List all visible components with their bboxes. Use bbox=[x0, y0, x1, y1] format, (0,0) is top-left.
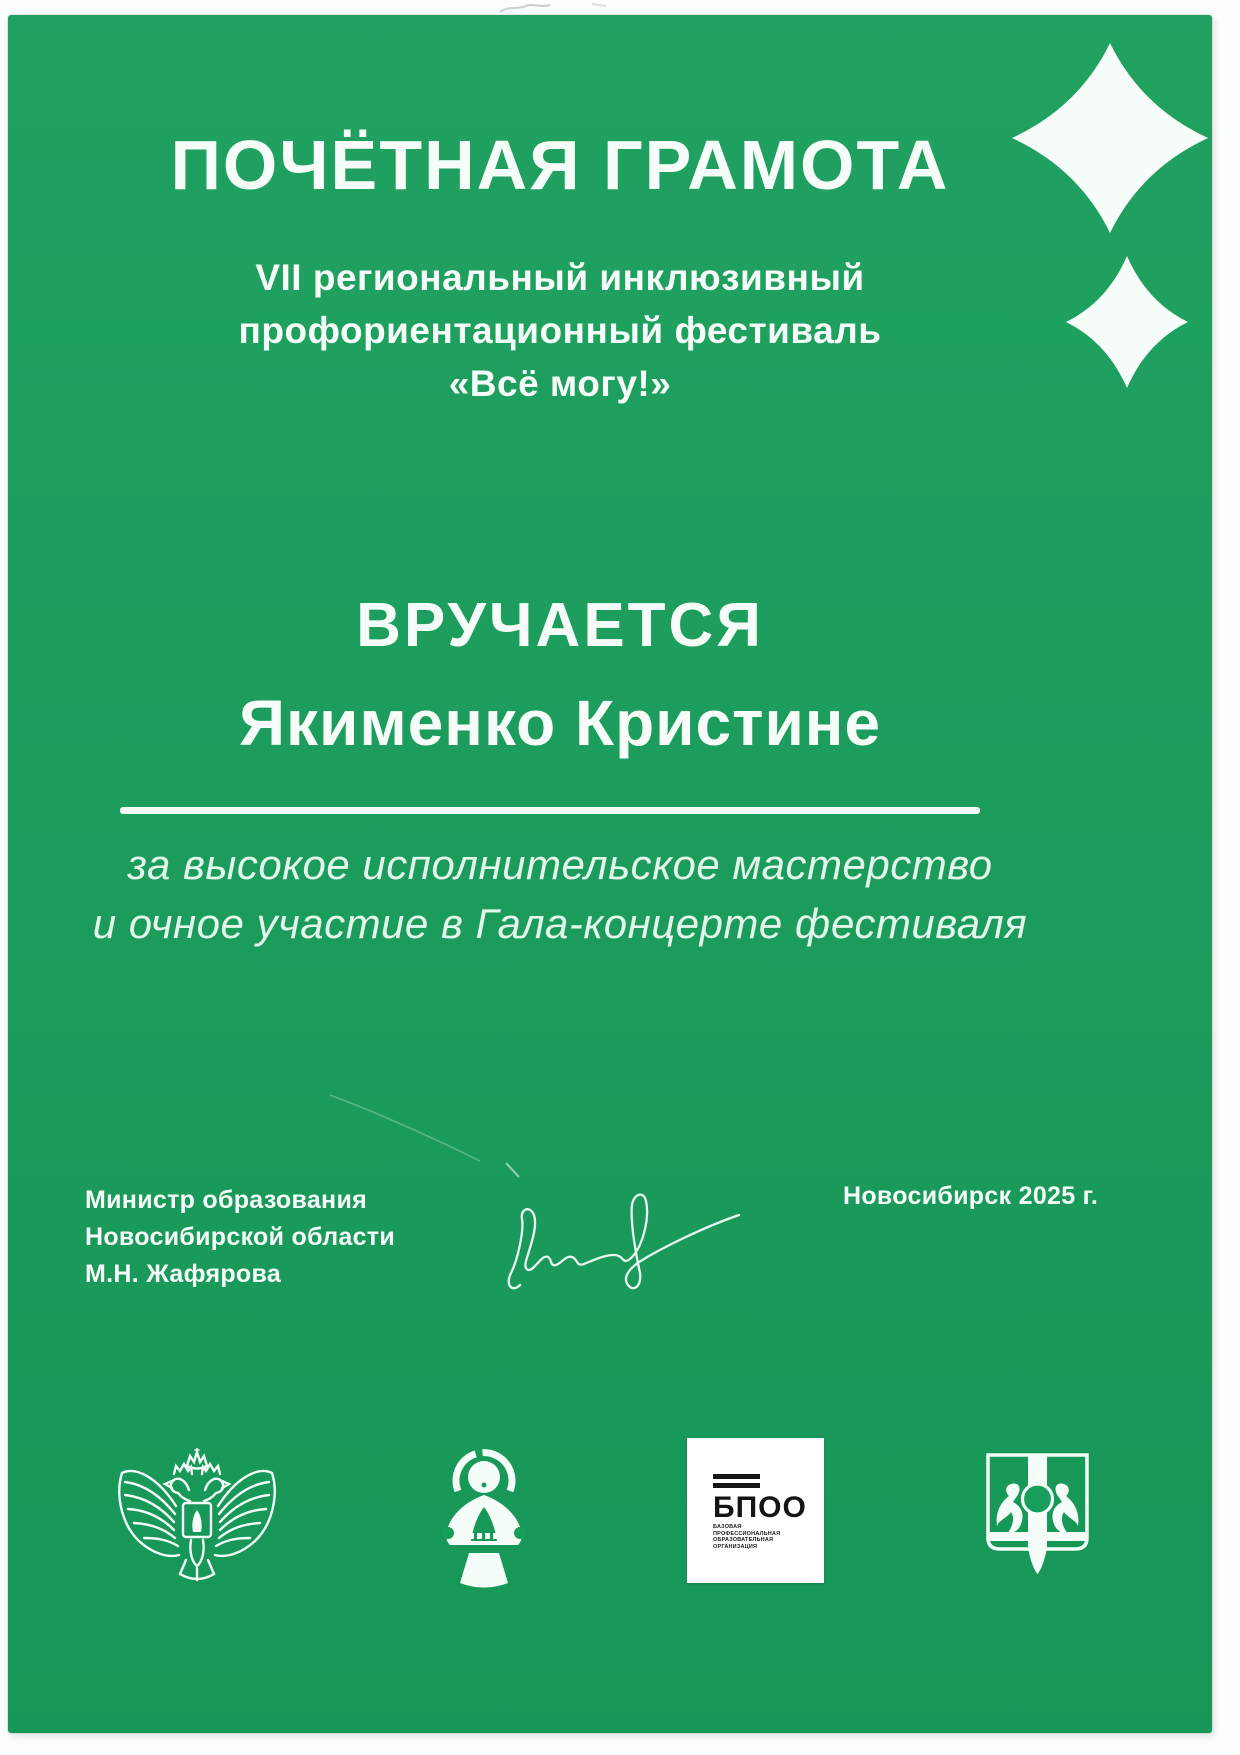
eagle-crown-cross bbox=[195, 1448, 199, 1453]
certificate-card bbox=[8, 15, 1212, 1733]
fold-crease-tick bbox=[506, 1163, 519, 1177]
arms-left-sable bbox=[997, 1483, 1023, 1534]
subtitle-line-1: VII региональный инклюзивный bbox=[255, 257, 865, 298]
scan-artifact-mark bbox=[492, 0, 622, 16]
recipient-name: Якименко Кристине bbox=[238, 687, 882, 759]
figure-head bbox=[468, 1461, 500, 1493]
subtitle-line-2: профориентационный фестиваль bbox=[238, 310, 882, 351]
novosibirsk-coat-of-arms-icon bbox=[985, 1452, 1090, 1577]
ministry-of-education-eagle-icon bbox=[112, 1448, 282, 1585]
eagle-central-crown bbox=[187, 1452, 207, 1469]
signature bbox=[408, 1135, 748, 1315]
arms-orb bbox=[1023, 1484, 1053, 1514]
college-compass-figure-icon bbox=[435, 1441, 533, 1595]
bpoo-small-text-3: ОБРАЗОВАТЕЛЬНАЯ ОРГАНИЗАЦИЯ bbox=[713, 1537, 774, 1550]
signatory-block bbox=[85, 1182, 395, 1293]
subtitle-line-3: «Всё могу!» bbox=[448, 363, 672, 404]
bpoo-bar-top bbox=[713, 1474, 760, 1479]
city-year-label: Новосибирск 2025 г. bbox=[843, 1182, 1099, 1210]
arms-right-sable bbox=[1052, 1483, 1078, 1534]
festival-subtitle bbox=[8, 251, 1112, 410]
eagle-shield-figure bbox=[192, 1510, 201, 1532]
certificate-title: ПОЧЁТНАЯ ГРАМОТА bbox=[170, 126, 950, 204]
reason-line-1: за высокое исполнительское мастерство bbox=[127, 841, 993, 888]
eagle-tail bbox=[190, 1540, 203, 1566]
figure-body bbox=[446, 1495, 521, 1545]
signatory-line-3: М.Н. Жафярова bbox=[85, 1260, 282, 1288]
signatory-line-2: Новосибирской области bbox=[85, 1223, 396, 1251]
reason-line-2: и очное участие в Гала-концерте фестиваля bbox=[92, 900, 1028, 947]
bpoo-logo bbox=[687, 1438, 824, 1583]
fold-crease bbox=[330, 1095, 480, 1161]
award-reason bbox=[8, 835, 1112, 953]
presented-label: ВРУЧАЕТСЯ bbox=[356, 591, 764, 660]
bpoo-small-text-1: БАЗОВАЯ bbox=[713, 1524, 742, 1530]
bpoo-bar-bottom bbox=[713, 1483, 760, 1488]
arms-horizontal-band bbox=[988, 1532, 1087, 1541]
signatory-line-1: Министр образования bbox=[85, 1186, 367, 1214]
figure-skirt bbox=[460, 1553, 508, 1588]
bpoo-small-text-2: ПРОФЕССИОНАЛЬНАЯ bbox=[713, 1530, 781, 1537]
bpoo-acronym: БПОО bbox=[713, 1491, 807, 1524]
divider-line bbox=[120, 807, 980, 814]
